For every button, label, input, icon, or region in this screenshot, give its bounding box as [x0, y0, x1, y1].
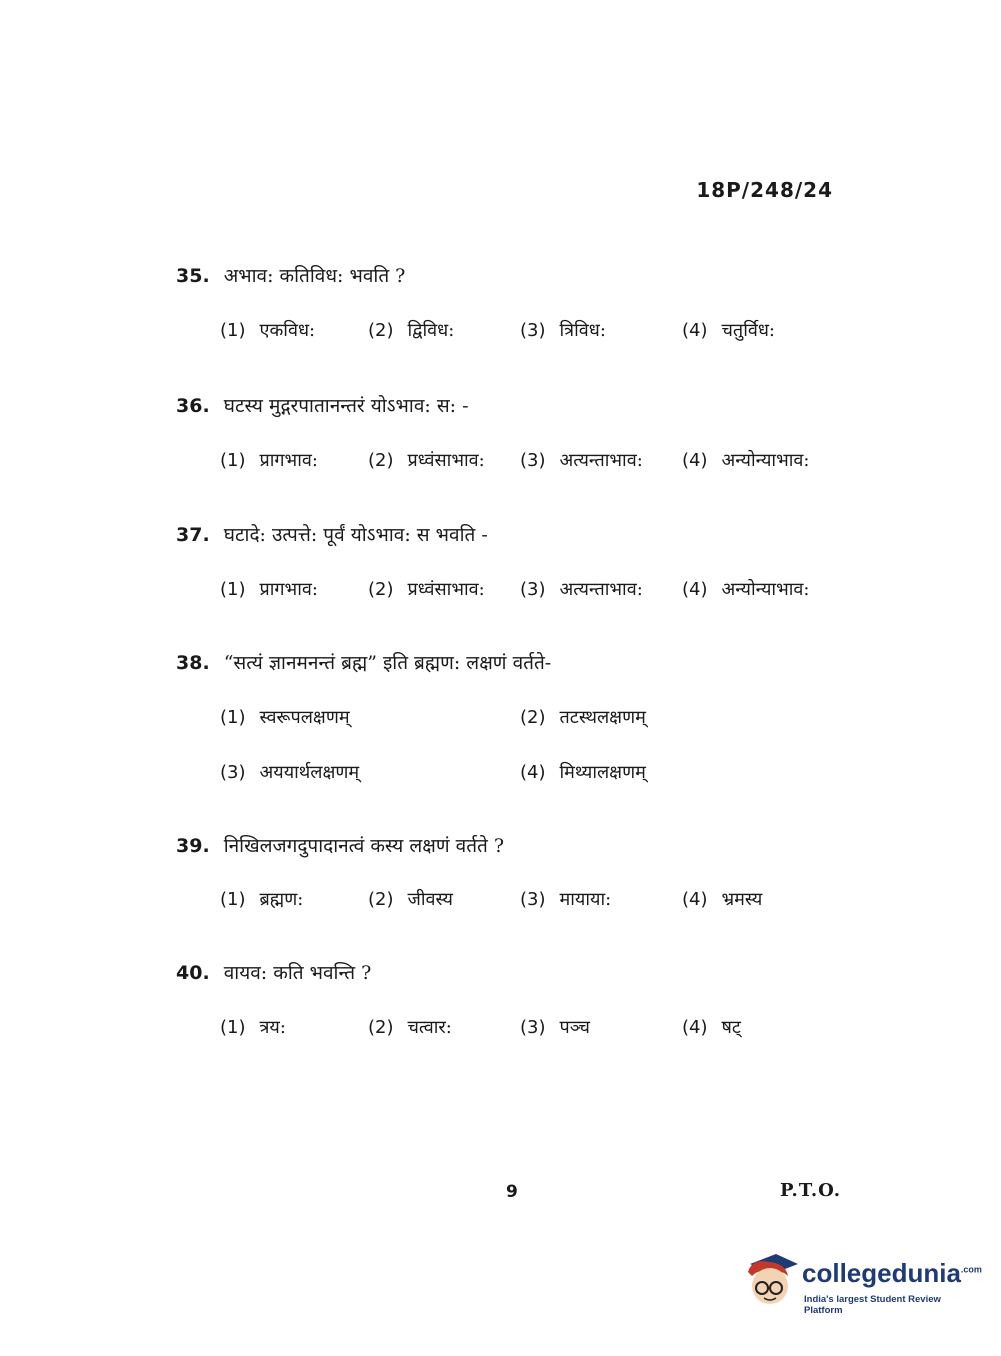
option-1: (1) त्रय:: [220, 1017, 286, 1038]
question-number: 39.: [176, 835, 210, 857]
option-2: (2) प्रध्वंसाभाव:: [368, 579, 485, 600]
brand-name: collegedunia: [802, 1258, 961, 1288]
option-1: (1) प्रागभाव:: [220, 450, 318, 471]
option-3: (3) अत्यन्ताभाव:: [520, 579, 643, 600]
option-1: (1) प्रागभाव:: [220, 579, 318, 600]
question-number: 35.: [176, 265, 210, 287]
question-36: [176, 392, 469, 418]
question-37: [176, 521, 488, 547]
brand-dotcom: .com: [960, 1264, 982, 1275]
option-4: (4) अन्योन्याभाव:: [682, 450, 810, 471]
option-1: (1) स्वरूपलक्षणम्: [220, 707, 350, 728]
question-35: [176, 262, 405, 288]
option-4: (4) अन्योन्याभाव:: [682, 579, 810, 600]
mascot-icon: [742, 1250, 798, 1310]
option-3: (3) पञ्च: [520, 1017, 590, 1038]
option-3: (3) त्रिविध:: [520, 320, 606, 341]
question-number: 38.: [176, 652, 210, 674]
option-4: (4) षट्: [682, 1017, 741, 1038]
option-2: (2) जीवस्य: [368, 889, 453, 910]
option-4: (4) मिथ्यालक्षणम्: [520, 762, 646, 783]
option-2: (2) तटस्थलक्षणम्: [520, 707, 646, 728]
collegedunia-watermark: [742, 1250, 982, 1316]
question-39: [176, 832, 504, 858]
question-text: घटस्य मुद्गरपातानन्तरं योऽभाव: स: -: [223, 395, 469, 417]
option-2: (2) द्विविध:: [368, 320, 455, 341]
brand-tagline: India's largest Student Review Platform: [804, 1294, 941, 1316]
option-4: (4) चतुर्विध:: [682, 320, 775, 341]
option-3: (3) अययार्थलक्षणम्: [220, 762, 360, 783]
pto-label: P.T.O.: [780, 1180, 842, 1201]
question-number: 37.: [176, 524, 210, 546]
option-1: (1) ब्रह्मण:: [220, 889, 304, 910]
option-2: (2) चत्वार:: [368, 1017, 452, 1038]
question-text: निखिलजगदुपादानत्वं कस्य लक्षणं वर्तते ?: [223, 835, 505, 857]
question-number: 36.: [176, 395, 210, 417]
option-4: (4) भ्रमस्य: [682, 889, 763, 910]
question-40: [176, 959, 371, 985]
question-text: वायव: कति भवन्ति ?: [223, 962, 372, 984]
option-3: (3) मायाया:: [520, 889, 612, 910]
paper-code: 18P/248/24: [696, 178, 833, 202]
question-text: अभाव: कतिविध: भवति ?: [223, 265, 406, 287]
option-3: (3) अत्यन्ताभाव:: [520, 450, 643, 471]
question-text: घटादे: उत्पत्ते: पूर्वं योऽभाव: स भवति -: [223, 524, 488, 546]
question-number: 40.: [176, 962, 210, 984]
question-text: “सत्यं ज्ञानमनन्तं ब्रह्म” इति ब्रह्मण: लक्षणं वर्तते-: [223, 652, 552, 674]
option-2: (2) प्रध्वंसाभाव:: [368, 450, 485, 471]
option-1: (1) एकविध:: [220, 320, 316, 341]
question-38: [176, 649, 551, 675]
page-number: 9: [506, 1182, 518, 1202]
